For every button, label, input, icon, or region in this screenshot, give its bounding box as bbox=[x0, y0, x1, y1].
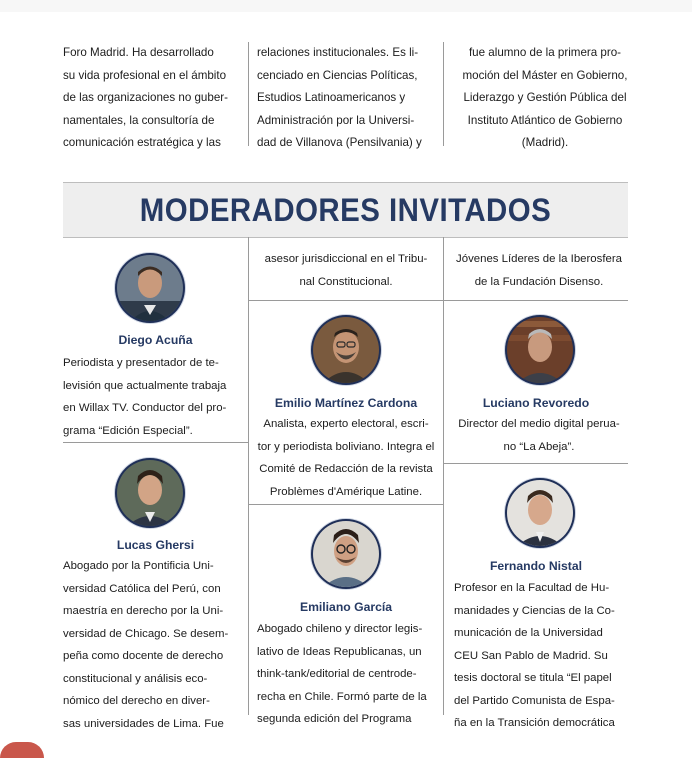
grid-divider-right bbox=[443, 237, 444, 715]
section-heading-band bbox=[63, 182, 628, 238]
top-column-2-text: relaciones institucionales. Es li- cenciado en Ciencias Políticas, Estudios Latinoamericanos y Administración por la Universi- dad de Villanova (Pensilvania) y bbox=[257, 46, 422, 149]
person-name-luciano-revoredo: Luciano Revoredo bbox=[482, 396, 590, 410]
portrait-photo-lucas-ghersi bbox=[115, 458, 185, 528]
person-bio-fernando-nistal: Profesor en la Facultad de Hu- manidades y Ciencias de la Co- municación de la Universidad CEU San Pablo de Madrid. Su tesis doctoral se titula “El papel del Partido Comunista de Espa- ña en la Transición democrática bbox=[454, 582, 615, 729]
continued-text-right: Jóvenes Líderes de la Iberosfera de la Fundación Disenso. bbox=[456, 253, 622, 288]
portrait-photo-emilio-martinez-cardona bbox=[311, 315, 381, 385]
grid-row-divider-right-2 bbox=[444, 463, 628, 464]
person-bio-lucas-ghersi: Abogado por la Pontificia Uni- versidad Católica del Perú, con maestría en derecho por la Uni- versidad de Chicago. Se desem- peña como docente de derecho constitucional y análisis eco- nómico del derecho en diver- sas universidades de Lima. Fue bbox=[63, 560, 229, 730]
grid-row-divider-left bbox=[63, 442, 248, 443]
person-bio-emilio-martinez-cardona: Analista, experto electoral, escri- tor y periodista boliviano. Integra el Comité de Redacción de la revista Problèmes d'Amérique Latine. bbox=[257, 418, 435, 498]
top-column-1 bbox=[63, 42, 249, 155]
grid-row-divider-right-1 bbox=[444, 300, 628, 301]
grid-row-divider-middle-1 bbox=[249, 300, 443, 301]
top-column-3-text: fue alumno de la primera pro- moción del Máster en Gobierno, Liderazgo y Gestión Pública del Instituto Atlántico de Gobierno (Madrid). bbox=[462, 46, 628, 149]
person-bio-diego-acuna: Periodista y presentador de te- levisión que actualmente trabaja en Willax TV. Conductor del pro- grama “Edición Especial”. bbox=[63, 357, 227, 437]
top-column-3 bbox=[452, 42, 638, 155]
section-title: MODERADORES INVITADOS bbox=[139, 192, 552, 228]
top-divider-2 bbox=[443, 42, 444, 146]
portrait-photo-emiliano-garcia bbox=[311, 519, 381, 589]
page-top-edge bbox=[0, 0, 692, 12]
person-name-emilio-martinez-cardona: Emilio Martínez Cardona bbox=[274, 396, 418, 410]
grid-row-divider-middle-2 bbox=[249, 504, 443, 505]
person-name-emiliano-garcia: Emiliano García bbox=[299, 600, 393, 614]
portrait-photo-fernando-nistal bbox=[505, 478, 575, 548]
grid-divider-left bbox=[248, 237, 249, 715]
top-column-2 bbox=[257, 42, 443, 155]
person-bio-luciano-revoredo: Director del medio digital perua- no “La Abeja”. bbox=[458, 418, 620, 453]
page-corner-decoration bbox=[0, 742, 44, 758]
top-divider-1 bbox=[248, 42, 249, 146]
person-name-fernando-nistal: Fernando Nistal bbox=[489, 559, 583, 573]
portrait-photo-luciano-revoredo bbox=[505, 315, 575, 385]
person-name-diego-acuna: Diego Acuña bbox=[118, 333, 193, 347]
person-name-lucas-ghersi: Lucas Ghersi bbox=[116, 538, 195, 552]
continued-text-middle: asesor jurisdiccional en el Tribu- nal Constitucional. bbox=[264, 253, 428, 288]
portrait-photo-diego-acuna bbox=[115, 253, 185, 323]
person-bio-emiliano-garcia: Abogado chileno y director legis- lativo de Ideas Republicanas, un think-tank/editorial de centrode- recha en Chile. Formó parte de la segunda edición del Programa bbox=[257, 623, 427, 725]
top-column-1-text: Foro Madrid. Ha desarrollado su vida profesional en el ámbito de las organizaciones no guber- namentales, la consultoría de comunicación estratégica y las bbox=[63, 46, 228, 149]
